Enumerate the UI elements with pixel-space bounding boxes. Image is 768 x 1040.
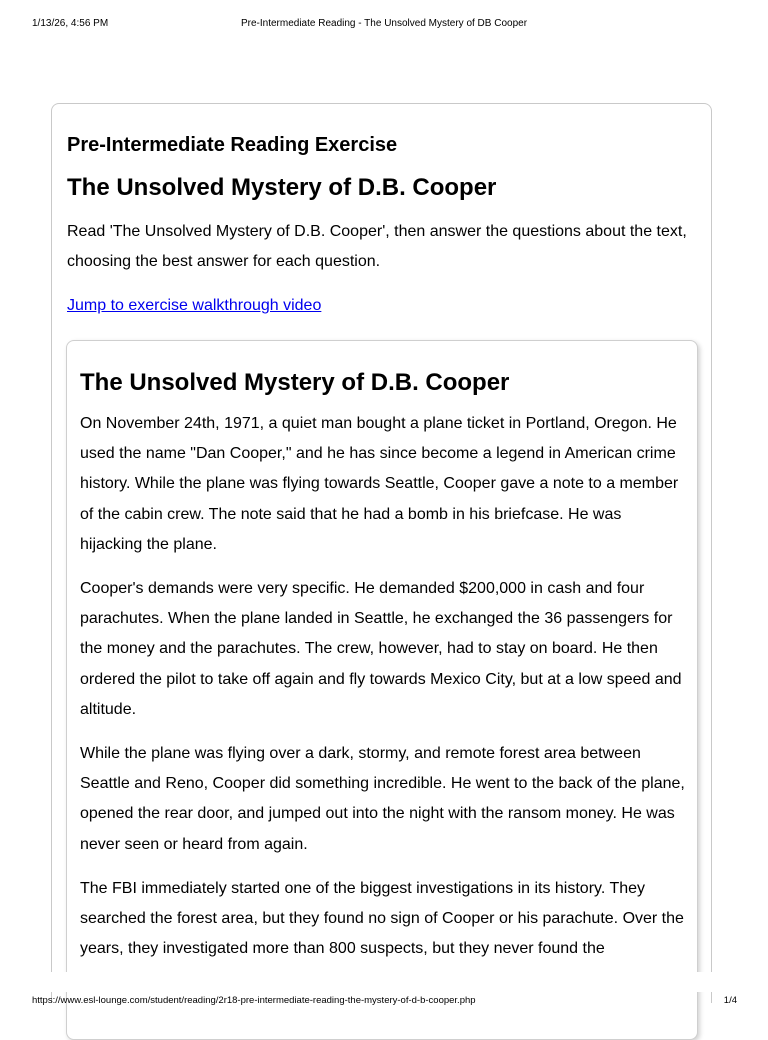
walkthrough-video-link[interactable]: Jump to exercise walkthrough video (67, 297, 322, 314)
exercise-header (67, 130, 707, 321)
article-paragraph: While the plane was flying over a dark, stormy, and remote forest area between Seattle and Reno, Cooper did something incredible. He went to the back of the plane, opened the rear door, and jumped out into the night with the ransom money. He was never seen or heard from again. (80, 745, 685, 853)
page-break-mask (0, 972, 768, 992)
print-page-title: Pre-Intermediate Reading - The Unsolved Mystery of DB Cooper (240, 18, 528, 29)
article-title: The Unsolved Mystery of D.B. Cooper (80, 369, 510, 396)
article-card (66, 340, 698, 1040)
exercise-instructions: Read 'The Unsolved Mystery of D.B. Cooper', then answer the questions about the text, choosing the best answer for each question. (67, 223, 687, 270)
article-paragraph: Cooper's demands were very specific. He demanded $200,000 in cash and four parachutes. When the plane landed in Seattle, he exchanged the 36 passengers for the money and the parachutes. The crew, however, had to stay on board. He then ordered the pilot to take off again and fly towards Mexico City, but at a low speed and altitude. (80, 580, 682, 718)
print-datetime: 1/13/26, 4:56 PM (32, 18, 109, 29)
page-number: 1/4 (723, 995, 737, 1006)
print-footer (0, 994, 768, 1008)
print-url: https://www.esl-lounge.com/student/reading/2r18-pre-intermediate-reading-the-mystery-of-d-b-cooper.php (32, 995, 476, 1006)
exercise-title: The Unsolved Mystery of D.B. Cooper (67, 174, 497, 201)
print-header (0, 17, 768, 31)
article-paragraph: The FBI immediately started one of the biggest investigations in its history. They searched the forest area, but they found no sign of Cooper or his parachute. Over the years, they investigated more than 800 suspects, but they never found the (80, 879, 684, 958)
exercise-subtitle: Pre-Intermediate Reading Exercise (67, 134, 398, 156)
article-paragraph: On November 24th, 1971, a quiet man bought a plane ticket in Portland, Oregon. He used the name "Dan Cooper," and he has since become a legend in American crime history. While the plane was flying towards Seattle, Cooper gave a note to a member of the cabin crew. The note said that he had a bomb in his briefcase. He was hijacking the plane. (80, 415, 679, 553)
article-body (80, 364, 688, 964)
